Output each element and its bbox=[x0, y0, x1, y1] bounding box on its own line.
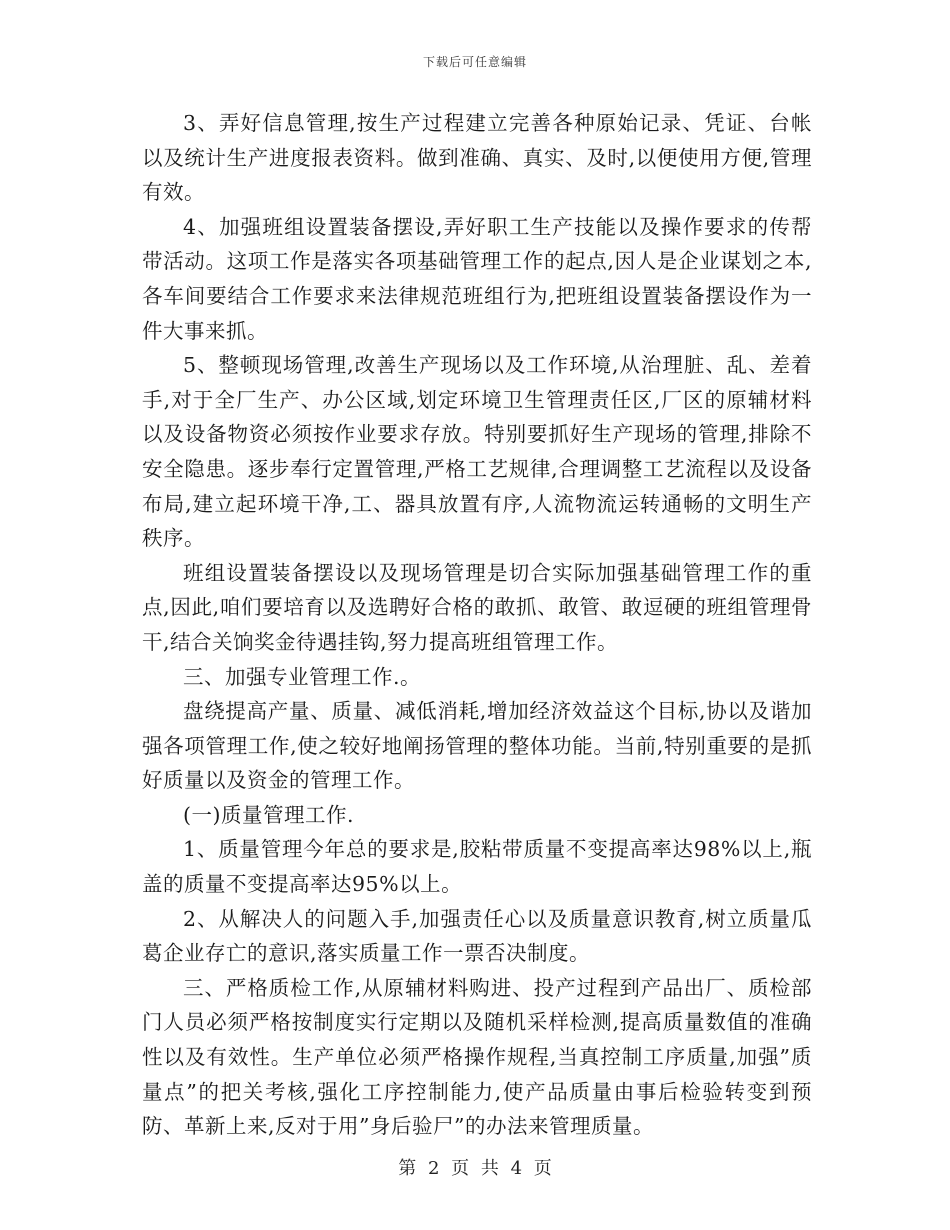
paragraph-site-management: 5、整顿现场管理,改善生产现场以及工作环境,从治理脏、乱、差着手,对于全厂生产、办公区域,划定环境卫生管理责任区,厂区的原辅材料以及设备物资必须按作业要求存放。特别要抓好生产现场的管理,排除不安全隐患。逐步奉行定置管理,严格工艺规律,合理调整工艺流程以及设备布局,建立起环境干净,工、器具放置有序,人流物流运转通畅的文明生产秩序。 bbox=[142, 353, 812, 551]
paragraph-quality-awareness: 2、从解决人的问题入手,加强责任心以及质量意识教育,树立质量瓜葛企业存亡的意识,落实质量工作一票否决制度。 bbox=[142, 906, 812, 966]
paragraph-overall-goals: 盘绕提高产量、质量、减低消耗,增加经济效益这个目标,协以及谐加强各项管理工作,使之较好地阐扬管理的整体功能。当前,特别重要的是抓好质量以及资金的管理工作。 bbox=[142, 699, 812, 793]
paragraph-info-management: 3、弄好信息管理,按生产过程建立完善各种原始记录、凭证、台帐以及统计生产进度报表资料。做到准确、真实、及时,以便使用方便,管理有效。 bbox=[142, 111, 812, 205]
page-header: 下载后可任意编辑 bbox=[422, 55, 527, 69]
paragraph-quality-targets: 1、质量管理今年总的要求是,胶粘带质量不变提高率达98%以上,瓶盖的质量不变提高率达95%以上。 bbox=[142, 837, 812, 897]
page-footer: 第 2 页 共 4 页 bbox=[398, 1158, 552, 1179]
paragraph-team-building: 4、加强班组设置装备摆设,弄好职工生产技能以及操作要求的传帮带活动。这项工作是落实各项基础管理工作的起点,因人是企业谋划之本,各车间要结合工作要求来法律规范班组行为,把班组设置装备摆设作为一件大事来抓。 bbox=[142, 214, 812, 343]
paragraph-quality-inspection: 三、严格质检工作,从原辅材料购进、投产过程到产品出厂、质检部门人员必须严格按制度实行定期以及随机采样检测,提高质量数值的准确性以及有效性。生产单位必须严格操作规程,当真控制工序质量,加强”质量点”的把关考核,强化工序控制能力,使产品质量由事后检验转变到预防、革新上来,反对于用”身后验尸”的办法来管理质量。 bbox=[142, 975, 812, 1139]
subsection-heading-quality-management: (一)质量管理工作. bbox=[183, 802, 355, 827]
document-body bbox=[142, 106, 812, 1144]
section-heading-professional-management: 三、加强专业管理工作.。 bbox=[183, 664, 422, 689]
paragraph-team-and-site-summary: 班组设置装备摆设以及现场管理是切合实际加强基础管理工作的重点,因此,咱们要培育以及选聘好合格的敢抓、敢管、敢逗硬的班组管理骨干,结合关饷奖金待遇挂钩,努力提高班组管理工作。 bbox=[142, 560, 812, 654]
